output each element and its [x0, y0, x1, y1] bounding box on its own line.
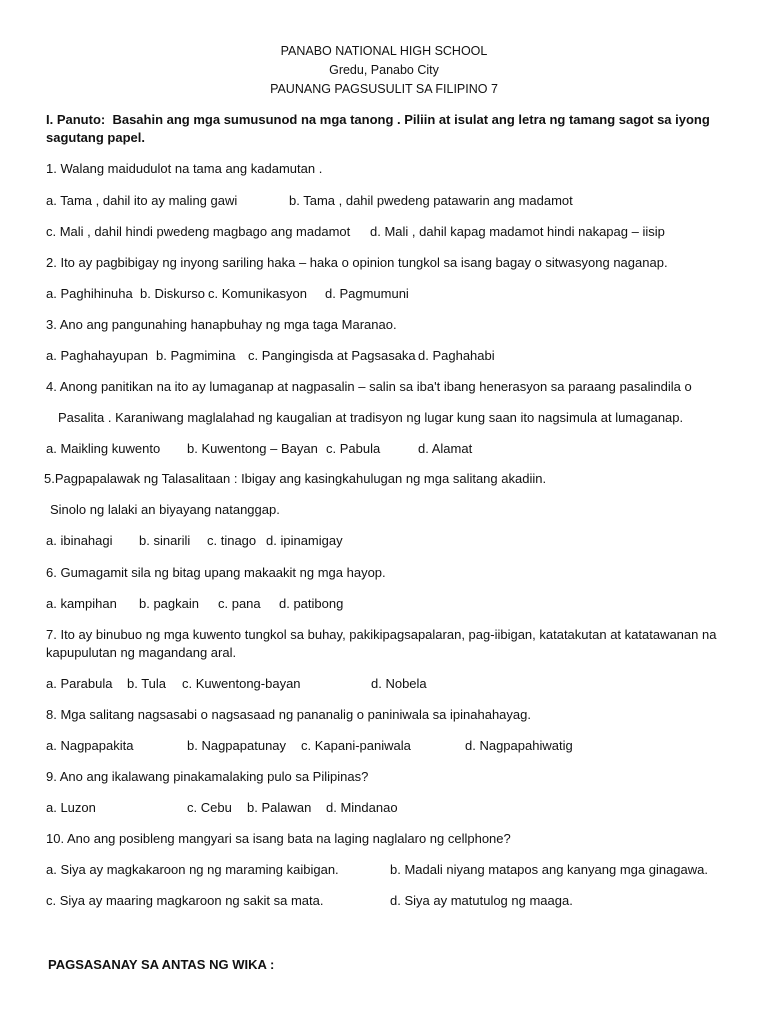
- school-address: Gredu, Panabo City: [329, 63, 439, 77]
- question-5: 5.Pagpapalawak ng Talasalitaan : Ibigay ang kasingkahulugan ng mga salitang akadiin.: [44, 471, 547, 486]
- option[interactable]: a. Tama , dahil ito ay maling gawi: [46, 193, 238, 208]
- question-5-options: [46, 533, 746, 551]
- question-8: 8. Mga salitang nagsasabi o nagsasaad ng pananalig o paniniwala sa ipinahahayag.: [46, 707, 531, 722]
- option[interactable]: d. Paghahabi: [418, 348, 495, 363]
- option[interactable]: c. pana: [218, 596, 261, 611]
- option[interactable]: b. Pagmimina: [156, 348, 236, 363]
- option[interactable]: d. Mindanao: [326, 800, 398, 815]
- instruction-text: Basahin ang mga sumusunod na mga tanong . Piliin at isulat ang letra ng tamang sagot sa iyong sagutang papel.: [46, 112, 710, 145]
- option[interactable]: d. Siya ay matutulog ng maaga.: [390, 893, 573, 908]
- option[interactable]: b. Nagpapatunay: [187, 738, 287, 753]
- option[interactable]: c. Pangingisda at Pagsasaka: [248, 348, 416, 363]
- question-4-options: [46, 441, 746, 459]
- option[interactable]: b. Tama , dahil pwedeng patawarin ang madamot: [289, 193, 573, 208]
- question-10-options-row-2: [46, 893, 746, 911]
- option[interactable]: d. Pagmumuni: [325, 286, 409, 301]
- question-6: 6. Gumagamit sila ng bitag upang makaakit ng mga hayop.: [46, 565, 386, 580]
- option[interactable]: d. Alamat: [418, 441, 473, 456]
- option[interactable]: c. Pabula: [326, 441, 381, 456]
- option[interactable]: a. Parabula: [46, 676, 113, 691]
- option[interactable]: c. Komunikasyon: [208, 286, 307, 301]
- question-7: 7. Ito ay binubuo ng mga kuwento tungkol sa buhay, pakikipagsapalaran, pag-iibigan, katatakutan at katatawanan na kapupulutan ng magandang aral.: [46, 627, 717, 660]
- question-5-sentence: Sinolo ng lalaki an biyayang natanggap.: [50, 502, 280, 517]
- question-4-continued: Pasalita . Karaniwang maglalahad ng kaugalian at tradisyon ng lugar kung saan ito nagsimula at lumaganap.: [58, 410, 684, 425]
- question-3-options: [46, 348, 746, 366]
- question-10: 10. Ano ang posibleng mangyari sa isang bata na laging naglalaro ng cellphone?: [46, 831, 511, 846]
- option[interactable]: b. Tula: [127, 676, 167, 691]
- option[interactable]: c. Kuwentong-bayan: [182, 676, 301, 691]
- question-4: 4. Anong panitikan na ito ay lumaganap at nagpasalin – salin sa iba't ibang henerasyon sa paraang pasalindila o: [46, 379, 692, 394]
- question-7-options: [46, 676, 746, 694]
- instruction: [46, 111, 726, 147]
- question-6-options: [46, 596, 746, 614]
- option[interactable]: d. Nobela: [371, 676, 427, 691]
- question-1: 1. Walang maidudulot na tama ang kadamutan .: [46, 161, 323, 176]
- question-3: 3. Ano ang pangunahing hanapbuhay ng mga taga Maranao.: [46, 317, 397, 332]
- option[interactable]: d. Mali , dahil kapag madamot hindi nakapag – iisip: [370, 224, 665, 239]
- question-1-options-row-1: [46, 193, 746, 211]
- question-10-options-row-1: [46, 862, 746, 880]
- option[interactable]: a. Nagpapakita: [46, 738, 134, 753]
- option[interactable]: b. sinarili: [139, 533, 191, 548]
- option[interactable]: a. Siya ay magkakaroon ng ng maraming kaibigan.: [46, 862, 339, 877]
- option[interactable]: c. Kapani-paniwala: [301, 738, 411, 753]
- question-1-options-row-2: [46, 224, 746, 242]
- option[interactable]: a. Paghihinuha: [46, 286, 133, 301]
- option[interactable]: a. ibinahagi: [46, 533, 113, 548]
- option[interactable]: c. tinago: [207, 533, 257, 548]
- instruction-prefix: I. Panuto:: [46, 112, 106, 127]
- question-9: 9. Ano ang ikalawang pinakamalaking pulo sa Pilipinas?: [46, 769, 369, 784]
- question-8-options: [46, 738, 746, 756]
- option[interactable]: d. patibong: [279, 596, 344, 611]
- option[interactable]: b. Palawan: [247, 800, 312, 815]
- option[interactable]: c. Siya ay maaring magkaroon ng sakit sa mata.: [46, 893, 324, 908]
- school-name: PANABO NATIONAL HIGH SCHOOL: [280, 44, 488, 58]
- question-9-options: [46, 800, 746, 818]
- option[interactable]: a. Maikling kuwento: [46, 441, 161, 456]
- option[interactable]: d. Nagpapahiwatig: [465, 738, 573, 753]
- option[interactable]: c. Mali , dahil hindi pwedeng magbago ang madamot: [46, 224, 351, 239]
- option[interactable]: b. Diskurso: [140, 286, 206, 301]
- option[interactable]: a. Paghahayupan: [46, 348, 148, 363]
- section-2-heading: PAGSASANAY SA ANTAS NG WIKA :: [48, 957, 275, 972]
- option[interactable]: a. Luzon: [46, 800, 96, 815]
- option[interactable]: d. ipinamigay: [266, 533, 343, 548]
- option[interactable]: b. Kuwentong – Bayan: [187, 441, 318, 456]
- exam-title: PAUNANG PAGSUSULIT SA FILIPINO 7: [270, 82, 498, 96]
- option[interactable]: c. Cebu: [187, 800, 232, 815]
- option[interactable]: b. pagkain: [139, 596, 199, 611]
- question-2: 2. Ito ay pagbibigay ng inyong sariling haka – haka o opinion tungkol sa isang bagay o sitwasyong naganap.: [46, 255, 668, 270]
- option[interactable]: b. Madali niyang matapos ang kanyang mga ginagawa.: [390, 862, 708, 877]
- question-2-options: [46, 286, 746, 304]
- option[interactable]: a. kampihan: [46, 596, 117, 611]
